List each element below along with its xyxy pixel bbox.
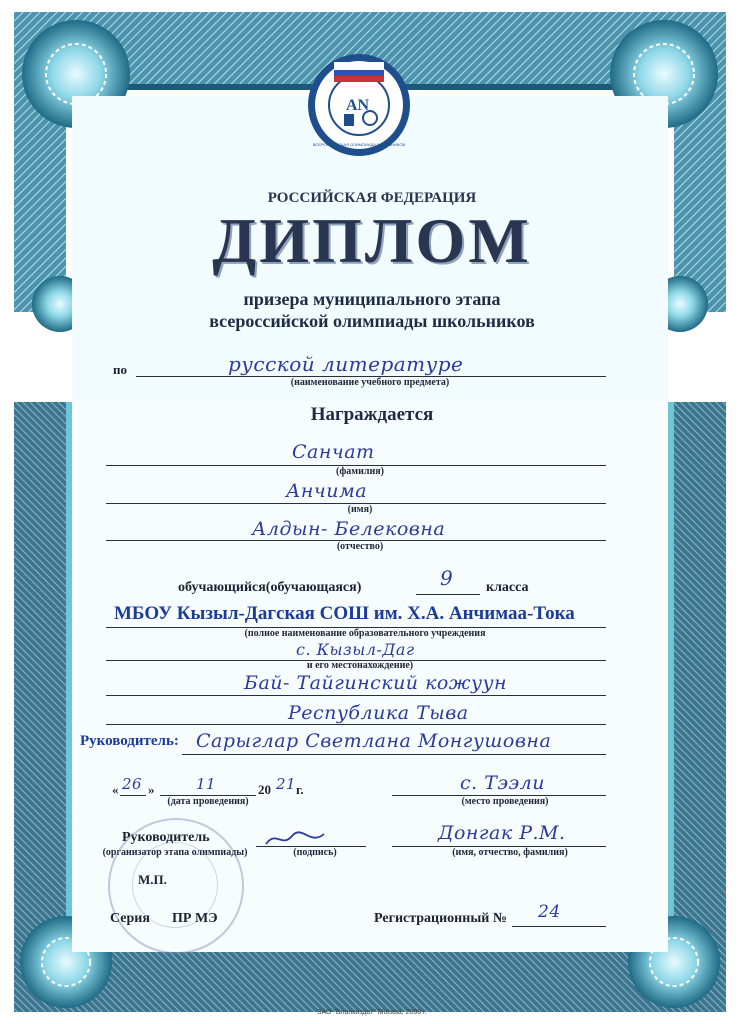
- emblem-ring-text: ВСЕРОССИЙСКАЯ ОЛИМПИАДА ШКОЛЬНИКОВ: [312, 142, 406, 147]
- reg-line: [512, 926, 606, 927]
- grade-prefix: обучающийся(обучающаяся): [178, 580, 362, 595]
- surname-caption: (фамилия): [336, 466, 384, 477]
- signature-role: Руководитель: [122, 830, 210, 845]
- place-caption: (место проведения): [461, 796, 549, 807]
- name-value: Анчима: [286, 480, 368, 502]
- awarded-heading: Награждается: [310, 404, 434, 425]
- grade-suffix: класса: [486, 580, 529, 595]
- date-day-line: [120, 795, 146, 796]
- signature-caption: (подпись): [293, 847, 337, 858]
- subtitle-line-1: призера муниципального этапа: [243, 289, 501, 309]
- district-line: [106, 695, 606, 696]
- subject-prefix: по: [113, 362, 127, 377]
- date-year-end: г.: [296, 782, 304, 797]
- locality-caption: и его местонахождение): [306, 660, 414, 671]
- subject-value: русской литературе: [228, 352, 464, 376]
- date-year-prefix: 20: [258, 782, 271, 797]
- signature-fio: Донгак Р.М.: [438, 822, 566, 844]
- name-caption: (имя): [347, 504, 373, 515]
- date-year-suffix: 21: [276, 775, 297, 793]
- signature-role-caption: (организатор этапа олимпиады): [102, 847, 248, 858]
- diploma-title: ДИПЛОМ: [212, 205, 532, 276]
- supervisor-label: Руководитель:: [80, 733, 179, 749]
- svg-text:AN: AN: [346, 97, 370, 114]
- grade-value: 9: [440, 566, 454, 590]
- school-name-caption: (полное наименование образовательного учреждения: [244, 628, 486, 639]
- supervisor-line: [182, 754, 606, 755]
- region-line: [106, 724, 606, 725]
- date-month: 11: [196, 775, 217, 793]
- patronymic-caption: (отчество): [336, 541, 384, 552]
- school-region: Республика Тыва: [288, 702, 469, 724]
- series-value: ПР МЭ: [172, 911, 218, 926]
- stamp-seal: [108, 818, 244, 954]
- printer-credit: ЗАО "Бланкиздат" Москва, 2008 г.: [317, 1009, 427, 1016]
- date-quote-open: «: [112, 782, 119, 797]
- country-heading: РОССИЙСКАЯ ФЕДЕРАЦИЯ: [267, 190, 477, 206]
- date-day: 26: [122, 775, 143, 793]
- fio-caption: (имя, отчество, фамилия): [452, 847, 568, 858]
- supervisor-value: Сарыглар Светлана Монгушовна: [196, 730, 552, 752]
- subtitle-line-2: всероссийской олимпиады школьников: [209, 311, 535, 331]
- grade-line: [416, 594, 480, 595]
- stamp-label: М.П.: [138, 872, 167, 887]
- reg-value: 24: [538, 902, 561, 922]
- patronymic-value: Алдын- Белековна: [252, 518, 446, 540]
- school-locality: с. Кызыл-Даг: [296, 640, 415, 659]
- school-district: Бай- Тайгинский кожуун: [244, 672, 508, 694]
- date-quote-close: »: [148, 782, 155, 797]
- olympiad-emblem: [306, 52, 412, 158]
- school-name: МБОУ Кызыл-Дагская СОШ им. Х.А. Анчимаа-Тока: [114, 603, 575, 624]
- surname-value: Санчат: [292, 441, 375, 463]
- reg-label: Регистрационный №: [374, 911, 507, 926]
- date-caption: (дата проведения): [167, 796, 249, 807]
- subject-caption: (наименование учебного предмета): [290, 377, 450, 388]
- series-label: Серия: [110, 911, 150, 926]
- place-value: с. Тээли: [460, 772, 546, 794]
